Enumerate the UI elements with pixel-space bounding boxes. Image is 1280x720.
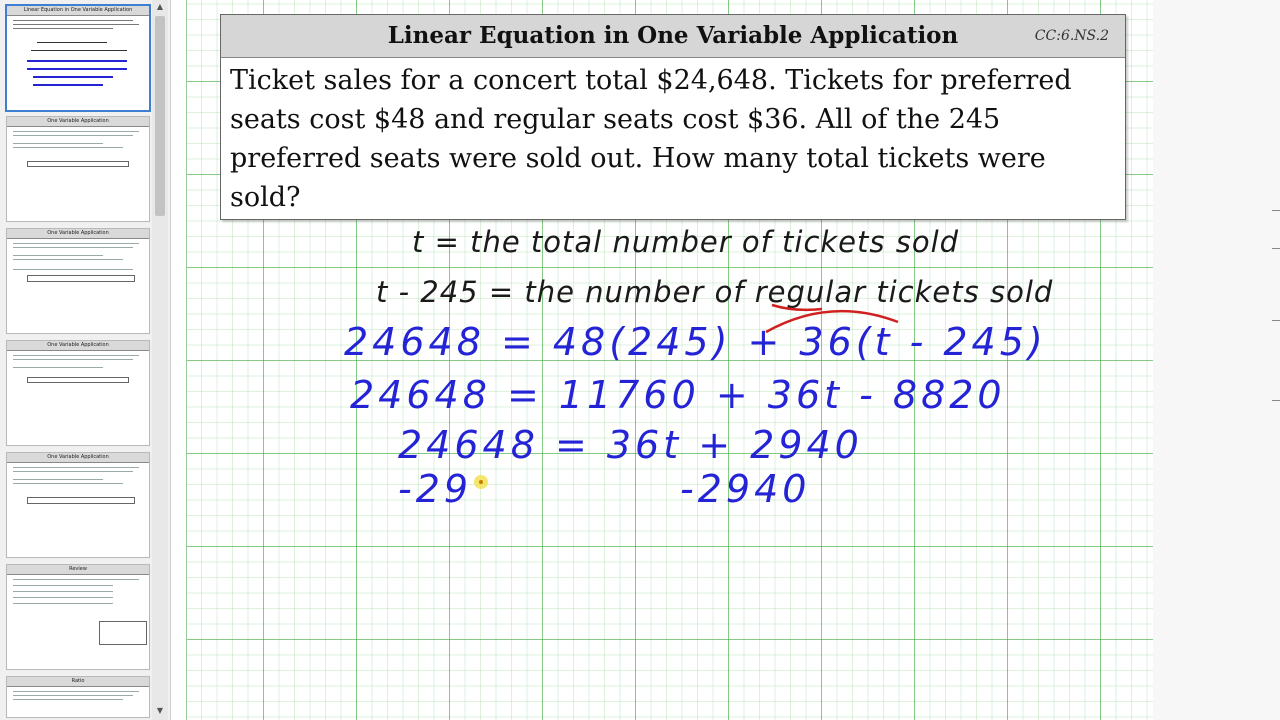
thumb-text-line [13, 135, 133, 136]
subtract-left: -29 [398, 467, 473, 511]
definition-regular-tickets: t - 245 = the number of regular tickets sold [376, 275, 1054, 309]
thumb-text-line [13, 143, 103, 144]
thumbnail-title: One Variable Application [7, 117, 149, 127]
equation-line-3: 24648 = 36t + 2940 [398, 423, 863, 467]
thumb-ink-line [27, 68, 127, 70]
thumb-ink-line [27, 60, 127, 62]
right-margin [1153, 0, 1280, 720]
thumb-text-line [13, 695, 133, 696]
ruler-marks [1272, 200, 1280, 460]
thumb-answer-box [99, 621, 147, 645]
thumb-ink-line [37, 42, 107, 43]
standard-code: CC:6.NS.2 [1034, 28, 1109, 44]
thumb-text-line [13, 467, 139, 468]
ruler-tick [1272, 210, 1280, 211]
thumb-text-line [13, 579, 139, 580]
thumb-ink-line [33, 76, 113, 78]
thumbnail-title: One Variable Application [7, 453, 149, 463]
thumb-text-line [13, 585, 113, 586]
slide-thumbnail-4[interactable] [6, 340, 150, 446]
thumb-number-line [27, 497, 135, 504]
thumb-text-line [13, 591, 113, 592]
thumb-text-line [13, 131, 139, 132]
thumb-text-line [13, 603, 113, 604]
problem-statement: Ticket sales for a concert total $24,648. Tickets for preferred seats cost $48 and regular seats cost $36. All of the 245 preferred seats were sold out. How many total tickets were sold? [230, 65, 1072, 213]
definition-total-tickets: t = the total number of tickets sold [412, 225, 960, 259]
equation-line-2: 24648 = 11760 + 36t - 8820 [350, 373, 1006, 417]
thumb-text-line [13, 243, 139, 244]
thumb-text-line [13, 255, 103, 256]
scroll-down-icon[interactable]: ▼ [156, 706, 164, 715]
thumb-text-line [13, 147, 123, 148]
thumbnail-scrollbar[interactable] [152, 0, 168, 720]
title-bar [221, 15, 1125, 58]
thumb-text-line [13, 259, 123, 260]
thumbnail-title: Linear Equation in One Variable Application [7, 6, 149, 16]
thumb-text-line [13, 483, 123, 484]
equation-line-1: 24648 = 48(245) + 36(t - 245) [344, 320, 1047, 364]
thumb-ink-line [33, 84, 103, 86]
slide-thumbnail-2[interactable] [6, 116, 150, 222]
ruler-tick [1272, 320, 1280, 321]
thumbnail-title: Ratio [7, 677, 149, 687]
thumb-text-line [13, 471, 133, 472]
slide-thumbnail-6[interactable] [6, 564, 150, 670]
problem-box [220, 14, 1126, 220]
thumb-text-line [13, 367, 103, 368]
thumb-text-line [13, 24, 139, 25]
thumb-text-line [13, 269, 133, 270]
thumb-text-line [13, 355, 139, 356]
thumb-number-line [27, 377, 129, 383]
thumb-number-line [27, 161, 129, 167]
slide-thumbnail-3[interactable] [6, 228, 150, 334]
thumb-text-line [13, 597, 113, 598]
thumb-text-line [13, 20, 133, 21]
thumb-text-line [13, 28, 113, 29]
thumb-text-line [13, 359, 133, 360]
ruler-tick [1272, 248, 1280, 249]
slide-thumbnail-1[interactable] [5, 4, 151, 112]
slide-thumbnail-5[interactable] [6, 452, 150, 558]
slide-thumbnail-panel [0, 0, 171, 720]
scroll-thumb[interactable] [155, 16, 165, 216]
slide-thumbnail-7[interactable] [6, 676, 150, 718]
thumbnail-title: One Variable Application [7, 341, 149, 351]
thumb-text-line [13, 247, 133, 248]
thumb-ink-line [31, 50, 127, 51]
subtract-right: -2940 [680, 467, 811, 511]
slide-title: Linear Equation in One Variable Application [387, 22, 959, 49]
thumb-number-line [27, 275, 135, 282]
ruler-tick [1272, 400, 1280, 401]
thumb-text-line [13, 699, 123, 700]
thumb-text-line [13, 479, 103, 480]
thumbnail-title: One Variable Application [7, 229, 149, 239]
scroll-up-icon[interactable]: ▲ [156, 2, 164, 11]
thumb-text-line [13, 691, 139, 692]
thumbnail-title: Review [7, 565, 149, 575]
